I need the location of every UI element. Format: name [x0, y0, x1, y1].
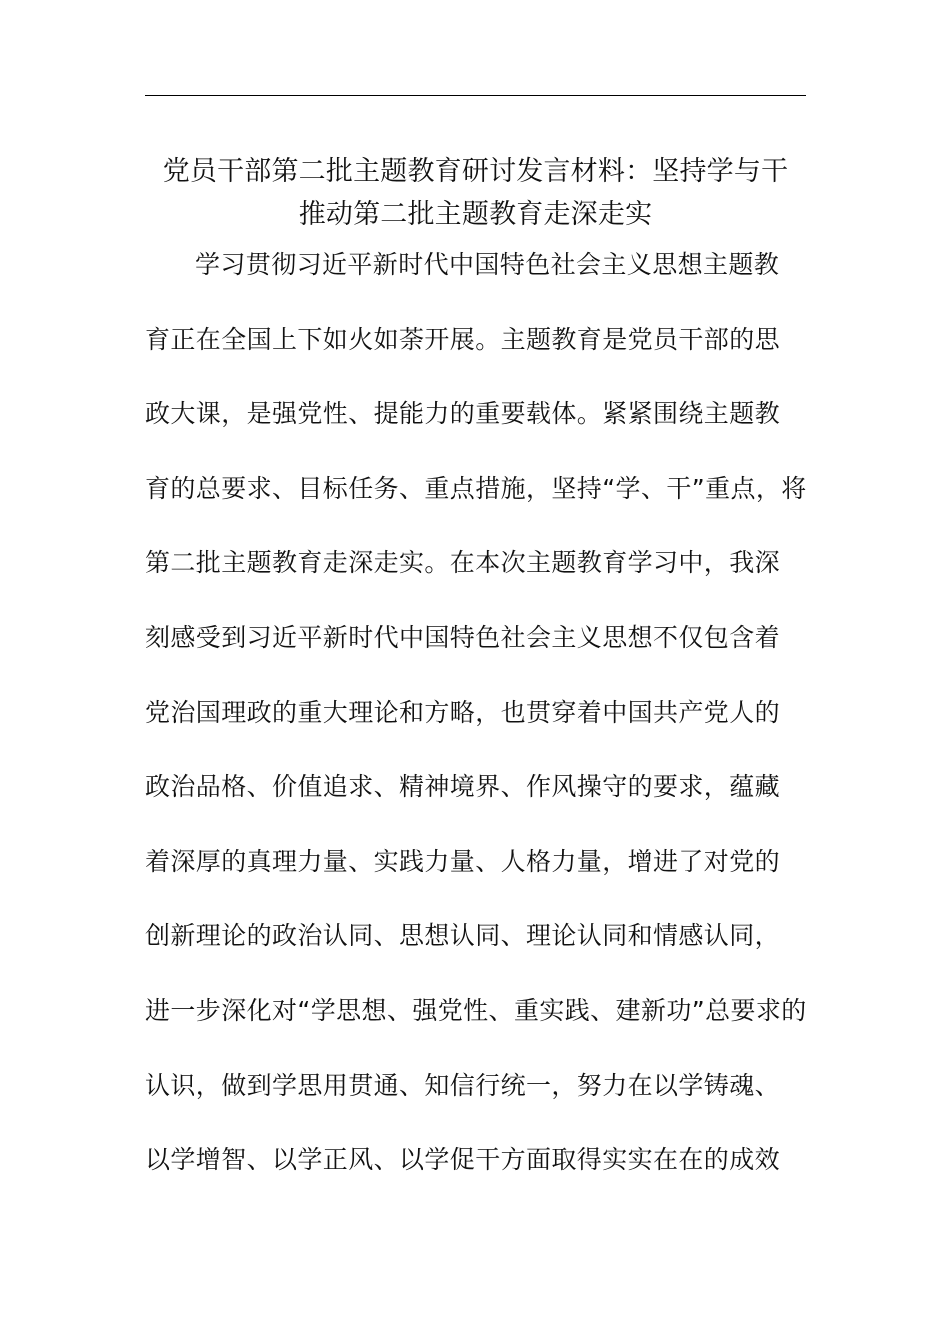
body-line: 党治国理政的重大理论和方略，也贯穿着中国共产党人的	[145, 697, 781, 727]
body-line: 学习贯彻习近平新时代中国特色社会主义思想主题教	[195, 250, 780, 279]
body-line: 创新理论的政治认同、思想认同、理论认同和情感认同，	[145, 921, 781, 951]
body-line: 刻感受到习近平新时代中国特色社会主义思想不仅包含着	[145, 622, 781, 652]
title-line: 推动第二批主题教育走深走实	[298, 199, 653, 231]
body-line: 育正在全国上下如火如荼开展。主题教育是党员干部的思	[145, 324, 781, 354]
body-paragraph	[145, 247, 810, 1217]
body-line: 认识，做到学思用贯通、知信行统一，努力在以学铸魂、	[145, 1070, 781, 1100]
document-title	[140, 150, 811, 236]
body-line: 着深厚的真理力量、实践力量、人格力量，增进了对党的	[145, 846, 781, 876]
body-line: 以学增智、以学正风、以学促干方面取得实实在在的成效	[145, 1145, 781, 1175]
header-rule	[145, 95, 806, 96]
body-line: 育的总要求、目标任务、重点措施，坚持“学、干”重点，将	[145, 473, 807, 503]
body-line: 第二批主题教育走深走实。在本次主题教育学习中，我深	[145, 548, 781, 578]
body-line: 政治品格、价值追求、精神境界、作风操守的要求，蕴藏	[145, 772, 781, 802]
body-line: 政大课，是强党性、提能力的重要载体。紧紧围绕主题教	[145, 399, 781, 429]
body-line: 进一步深化对“学思想、强党性、重实践、建新功”总要求的	[145, 995, 807, 1025]
title-line: 党员干部第二批主题教育研讨发言材料：坚持学与干	[162, 156, 789, 188]
